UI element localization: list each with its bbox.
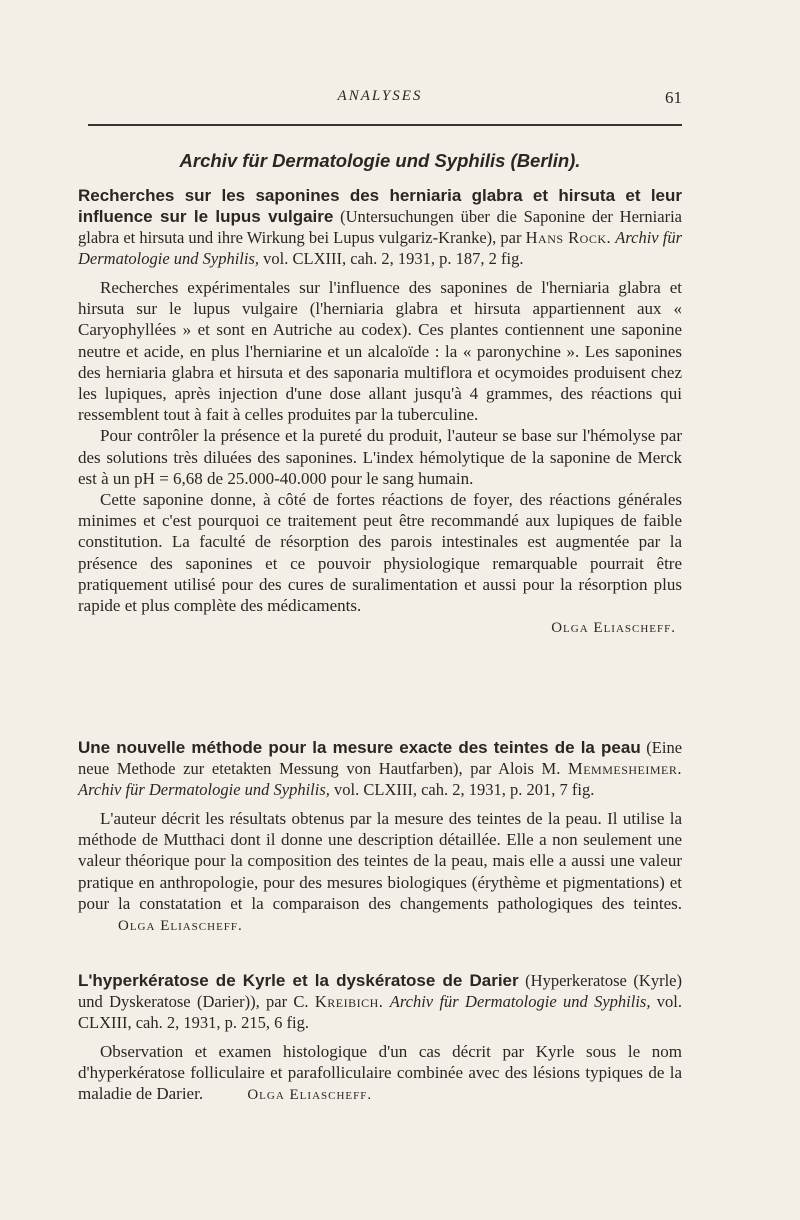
article-title: Recherches sur les saponines des herniaria glabra et hirsuta et leur influence sur le lupus vulgaire <box>78 186 682 226</box>
article-author: Kreibich. <box>314 992 384 1011</box>
article-title: L'hyperkératose de Kyrle et la dyskératose de Darier <box>78 971 519 990</box>
article-3 <box>78 970 682 1107</box>
article-paragraph: Recherches expérimentales sur l'influence des saponines de l'herniaria glabra et hirsuta sur le lupus vulgaire (l'herniaria glabra et hirsuta appartiennent aux « Caryophyllées » et sont en Autriche au codex). Ces plantes contiennent une saponine neutre et acide, en plus l'herniarine et un alcaloïde : la « paronychine ». Les saponines des herniaria glabra et hirsuta et des saponaria multiflora et ocymoides produisent chez les lupiques, après injection d'une dose allant jusqu'à 4 grammes, des réactions qui ressemblent tout à fait à celles produites par la tuberculine. <box>78 278 682 425</box>
article-1 <box>78 185 682 637</box>
article-heading <box>78 970 682 1033</box>
article-journal: Archiv für Dermatologie und Syphilis, <box>78 228 682 268</box>
article-paragraph: Cette saponine donne, à côté de fortes réactions de foyer, des réactions générales minimes et c'est pourquoi ce traitement peut être recommandé aux lupiques de faible constitution. La faculté de résorption des parois intestinales est augmentée par la présence des saponines et ce pouvoir physiologique remarquable pourrait être pratiquement utilisé pour des cures de suralimentation et aussi pour la résorption plus rapide et plus complète des médicaments. <box>78 490 682 616</box>
article-subtitle: (Eine neue Methode zur etetakten Messung von Hautfarben), par Alois M. <box>78 738 683 778</box>
running-head <box>78 88 682 114</box>
article-journal: Archiv für Dermatologie und Syphilis, <box>78 780 330 799</box>
journal-title: Archiv für Dermatologie und Syphilis (Berlin). <box>179 150 581 171</box>
article-author: Memmesheimer. <box>568 759 683 778</box>
article-subtitle: (Hyperkeratose (Kyrle) und Dyskeratose (Darier)), par C. <box>78 971 682 1011</box>
article-citation: vol. CLXIII, cah. 2, 1931, p. 201, 7 fig. <box>334 780 595 799</box>
article-paragraph <box>78 808 682 937</box>
article-signature: Olga Eliascheff. <box>118 918 243 935</box>
page-number: 61 <box>665 88 682 107</box>
article-heading <box>78 737 682 800</box>
article-signature: Olga Eliascheff. <box>247 1087 373 1104</box>
article-heading <box>78 185 682 269</box>
article-paragraph: Pour contrôler la présence et la pureté du produit, l'auteur se base sur l'hémolyse par des solutions très diluées des saponines. L'index hémolytique de la saponine de Merck est à un pH = 6,68 de 25.000-40.000 pour le sang humain. <box>78 426 682 488</box>
article-citation: vol. CLXIII, cah. 2, 1931, p. 187, 2 fig. <box>263 249 524 268</box>
paragraph-text: L'auteur décrit les résultats obtenus par la mesure des teintes de la peau. Il utilise la méthode de Mutthaci dont il donne une description détaillée. Elle a non seulement une valeur théorique pour la composition des teintes de la peau, mais elle a aussi une valeur pratique en anthropologie, pour des mesures biologiques (érythème et pigmentations) et pour la constatation et la comparaison des changements pathologiques des teintes. <box>78 809 682 913</box>
paragraph-text: Observation et examen histologique d'un cas décrit par Kyrle sous le nom d'hyperkératose folliculaire et parafolliculaire combinée avec des lésions typiques de la maladie de Darier. <box>78 1042 682 1104</box>
article-journal: Archiv für Dermatologie und Syphilis, <box>389 992 651 1011</box>
article-author: Hans Rock. <box>525 228 612 247</box>
article-2 <box>78 737 682 937</box>
header-rule <box>88 124 682 126</box>
running-head-title: ANALYSES <box>337 88 423 104</box>
article-signature: Olga Eliascheff. <box>551 620 676 637</box>
article-paragraph <box>78 1041 682 1107</box>
article-citation: vol. CLXIII, cah. 2, 1931, p. 215, 6 fig. <box>78 992 682 1032</box>
article-subtitle: (Untersuchungen über die Saponine der Herniaria glabra et hirsuta und ihre Wirkung bei Lupus vulgariz-Kranke), par <box>78 207 682 247</box>
article-title: Une nouvelle méthode pour la mesure exacte des teintes de la peau <box>78 738 641 757</box>
